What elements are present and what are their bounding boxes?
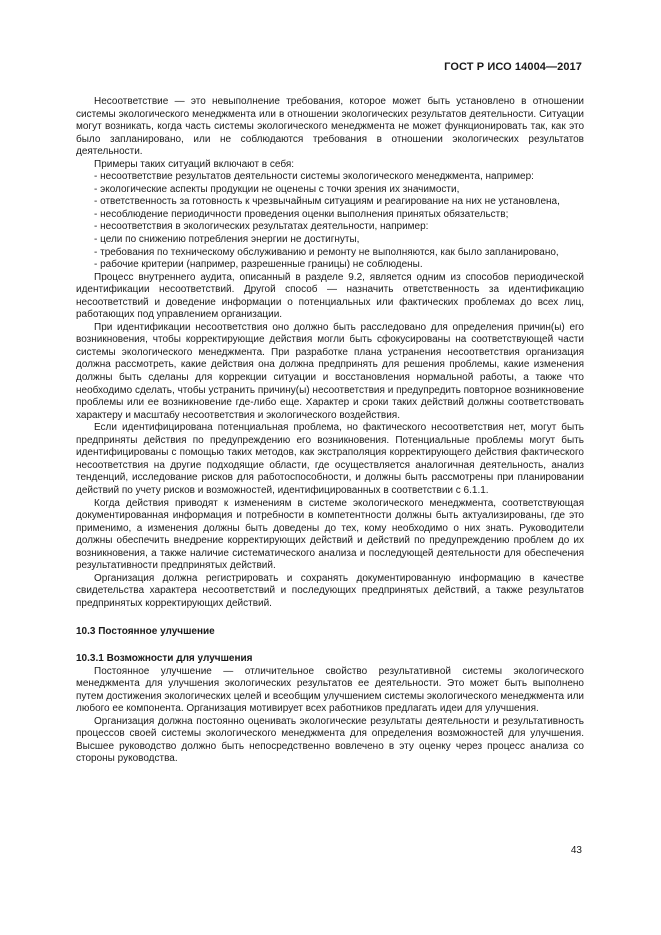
paragraph: Если идентифицирована потенциальная проблема, но фактического несоответствия нет, могут быть предприняты действия по предупреждению его возникновения. Потенциальные проблемы могут быть идентифицированы с помощью таких методов, как экстраполяция корректирующего действия фактического несоответствия на другие подходящие области, где осуществляется аналогичная деятельность, анализ тенденций, исследование рисков для работоспособности, и должны быть рассмотрены при планировании действий по учету рисков и возможностей, идентифицированных в соответствии с 6.1.1.	[76, 422, 584, 496]
list-item: - экологические аспекты продукции не оценены с точки зрения их значимости,	[94, 183, 460, 195]
list-item: - несоблюдение периодичности проведения оценки выполнения принятых обязательств;	[94, 208, 509, 220]
paragraph: Постоянное улучшение — отличительное свойство результативной системы экологического менеджмента для улучшения экологических результатов ее деятельности. Это может быть выполнено путем достижения экологических целей и всеобщим улучшением системы экологического менеджмента или любого ее компонента. Организация мотивирует всех работников предлагать идеи для улучшения.	[76, 665, 584, 715]
section-heading: 10.3 Постоянное улучшение	[76, 626, 215, 638]
paragraph: При идентификации несоответствия оно должно быть расследовано для определения причин(ы) его возникновения, чтобы корректирующие действия могли быть сфокусированы на соответствующей части системы экологического менеджмента. При разработке плана устранения несоответствия организация должна рассмотреть, какие действия она должна предпринять для решения проблемы, какие изменения должны быть сделаны для коррекции ситуации и восстановления нормальной работы, а также что необходимо сделать, чтобы устранить причину(ы) несоответствия и предупредить повторное возникновение проблемы или ее возникновение где-либо еще. Характер и сроки таких действий должны соответствовать характеру и масштабу несоответствия и экологического воздействия.	[76, 321, 584, 421]
document-body	[76, 96, 584, 766]
paragraph: Примеры таких ситуаций включают в себя:	[94, 158, 295, 170]
paragraph: Организация должна регистрировать и сохранять документированную информацию в качестве свидетельства характера несоответствий и последующих предпринятых действий, а также результатов предпринятых корректирующих действий.	[76, 572, 584, 609]
list-item: - требования по техническому обслуживанию и ремонту не выполняются, как было запланировано,	[94, 246, 559, 258]
list-item: - ответственность за готовность к чрезвычайным ситуациям и реагирование на них не установлена,	[94, 196, 560, 208]
list-item: - несоответствия в экологических результатах деятельности, например:	[94, 221, 429, 233]
subsection-heading: 10.3.1 Возможности для улучшения	[76, 652, 253, 664]
paragraph: Когда действия приводят к изменениям в системе экологического менеджмента, соответствующая документированная информация и потребности в компетентности должны быть актуализированы, где это применимо, а изменения должны быть доведены до тех, кому необходимо о них знать. Руководители должны обеспечить внедрение корректирующих действий и действий по предупреждению проблем до их возникновения, а также наличие систематического анализа и последующей деятельности для обеспечения результативности предпринятых действий.	[76, 497, 584, 572]
paragraph: Процесс внутреннего аудита, описанный в разделе 9.2, является одним из способов периодической идентификации несоответствий. Другой способ — назначить ответственность за идентификацию несоответствий и доведение информации о потенциальных или фактических проблемах до всех лиц, работающих под управлением организации.	[76, 271, 584, 321]
paragraph: Несоответствие — это невыполнение требования, которое может быть установлено в отношении системы экологического менеджмента или в отношении экологических результатов деятельности. Ситуации могут возникать, когда часть системы экологического менеджмента не может функционировать так, как это было запланировано, или не соблюдаются требования в отношении экологических результатов деятельности.	[76, 96, 584, 158]
document-header: ГОСТ Р ИСО 14004—2017	[444, 61, 582, 73]
page-number: 43	[570, 845, 582, 856]
list-item: - цели по снижению потребления энергии не достигнуты,	[94, 234, 360, 246]
paragraph: Организация должна постоянно оценивать экологические результаты деятельности и результативность процессов своей системы экологического менеджмента для определения возможностей для улучшения. Высшее руководство должно быть непосредственно вовлечено в эту оценку через процесс анализа со стороны руководства.	[76, 715, 584, 765]
list-item: - несоответствие результатов деятельности системы экологического менеджмента, например:	[94, 171, 534, 183]
list-item: - рабочие критерии (например, разрешенные границы) не соблюдены.	[94, 259, 423, 271]
